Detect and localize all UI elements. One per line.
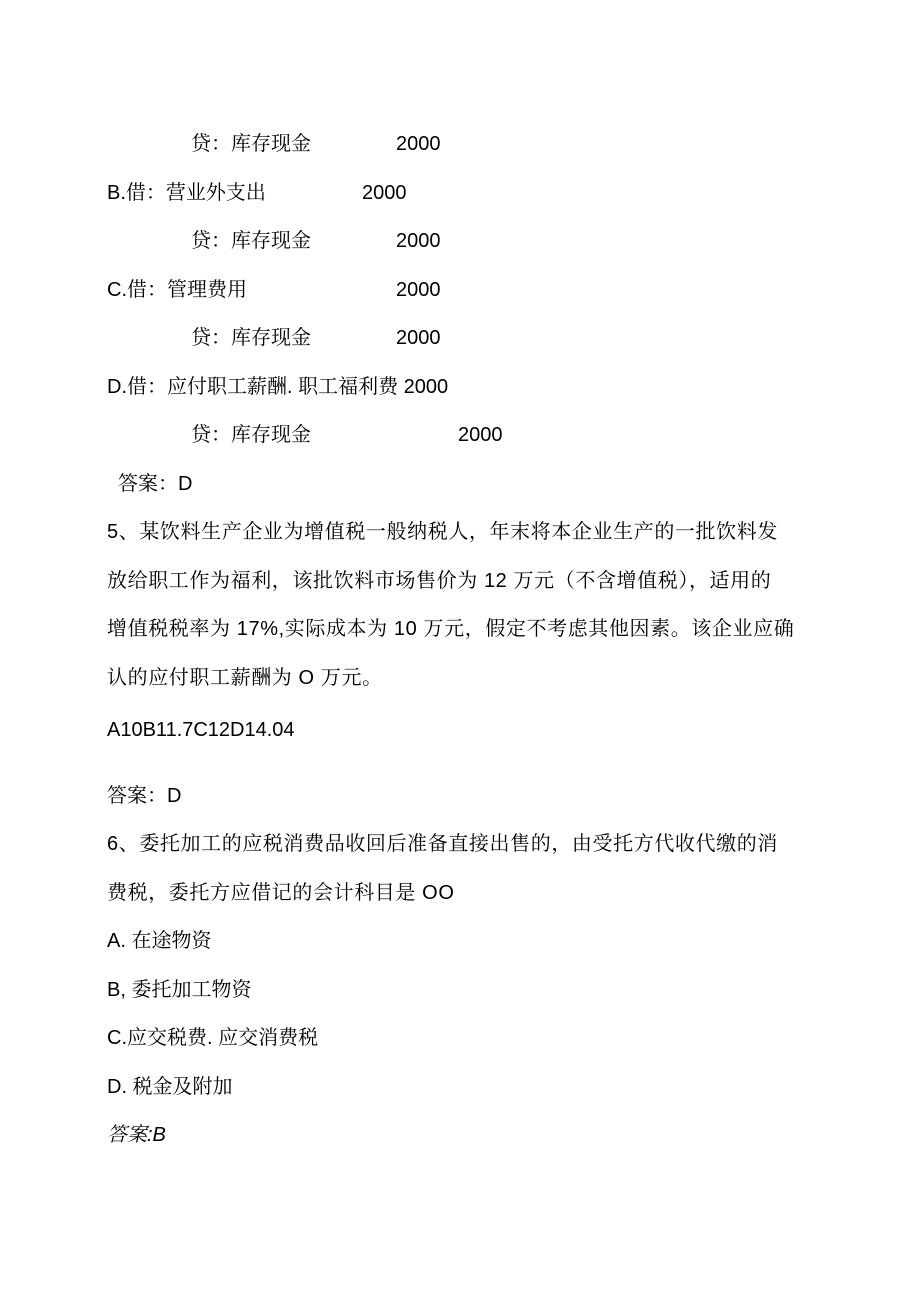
option-c-credit-amount: 2000 <box>396 327 441 349</box>
q6-option-b: B, 委托加工物资 <box>107 979 252 1001</box>
q5-question <box>107 508 817 702</box>
q6-option-c: C.应交税费. 应交消费税 <box>107 1027 319 1049</box>
option-d-credit-label: 贷：库存现金 <box>191 424 311 446</box>
q6-question <box>107 820 817 917</box>
q5-answer: 答案：D <box>107 785 182 807</box>
q6-line: 费税，委托方应借记的会计科目是 OO <box>107 881 455 904</box>
option-a-credit-label: 贷：库存现金 <box>191 133 311 155</box>
q5-line: 放给职工作为福利，该批饮料市场售价为 12 万元（不含增值税），适用的 <box>107 569 772 592</box>
option-d-credit-amount: 2000 <box>458 424 503 446</box>
q5-line: 增值税税率为 17%,实际成本为 10 万元，假定不考虑其他因素。该企业应确 <box>107 618 795 640</box>
q4-answer: 答案：D <box>118 473 193 495</box>
q6-option-a: A. 在途物资 <box>107 930 212 952</box>
q5-line: 5、某饮料生产企业为增值税一般纳税人，年末将本企业生产的一批饮料发 <box>107 521 778 543</box>
q5-options: A10B11.7C12D14.04 <box>107 719 295 741</box>
option-c-debit-amount: 2000 <box>396 279 441 301</box>
option-a-credit-amount: 2000 <box>396 133 441 155</box>
option-b-debit-label: B.借：营业外支出 <box>107 182 266 204</box>
option-d-debit-label: D.借：应付职工薪酬. 职工福利费 2000 <box>107 376 449 398</box>
q6-line: 6、委托加工的应税消费品收回后准备直接出售的，由受托方代收代缴的消 <box>107 833 778 855</box>
option-c-debit-label: C.借：管理费用 <box>107 279 247 301</box>
option-b-credit-label: 贷：库存现金 <box>191 230 311 252</box>
option-c-credit-label: 贷：库存现金 <box>191 327 311 349</box>
option-b-credit-amount: 2000 <box>396 230 441 252</box>
q6-option-d: D. 税金及附加 <box>107 1076 233 1098</box>
q5-line: 认的应付职工薪酬为 O 万元。 <box>107 666 383 689</box>
option-b-debit-amount: 2000 <box>362 182 407 204</box>
q6-answer: 答案:B <box>107 1124 166 1146</box>
